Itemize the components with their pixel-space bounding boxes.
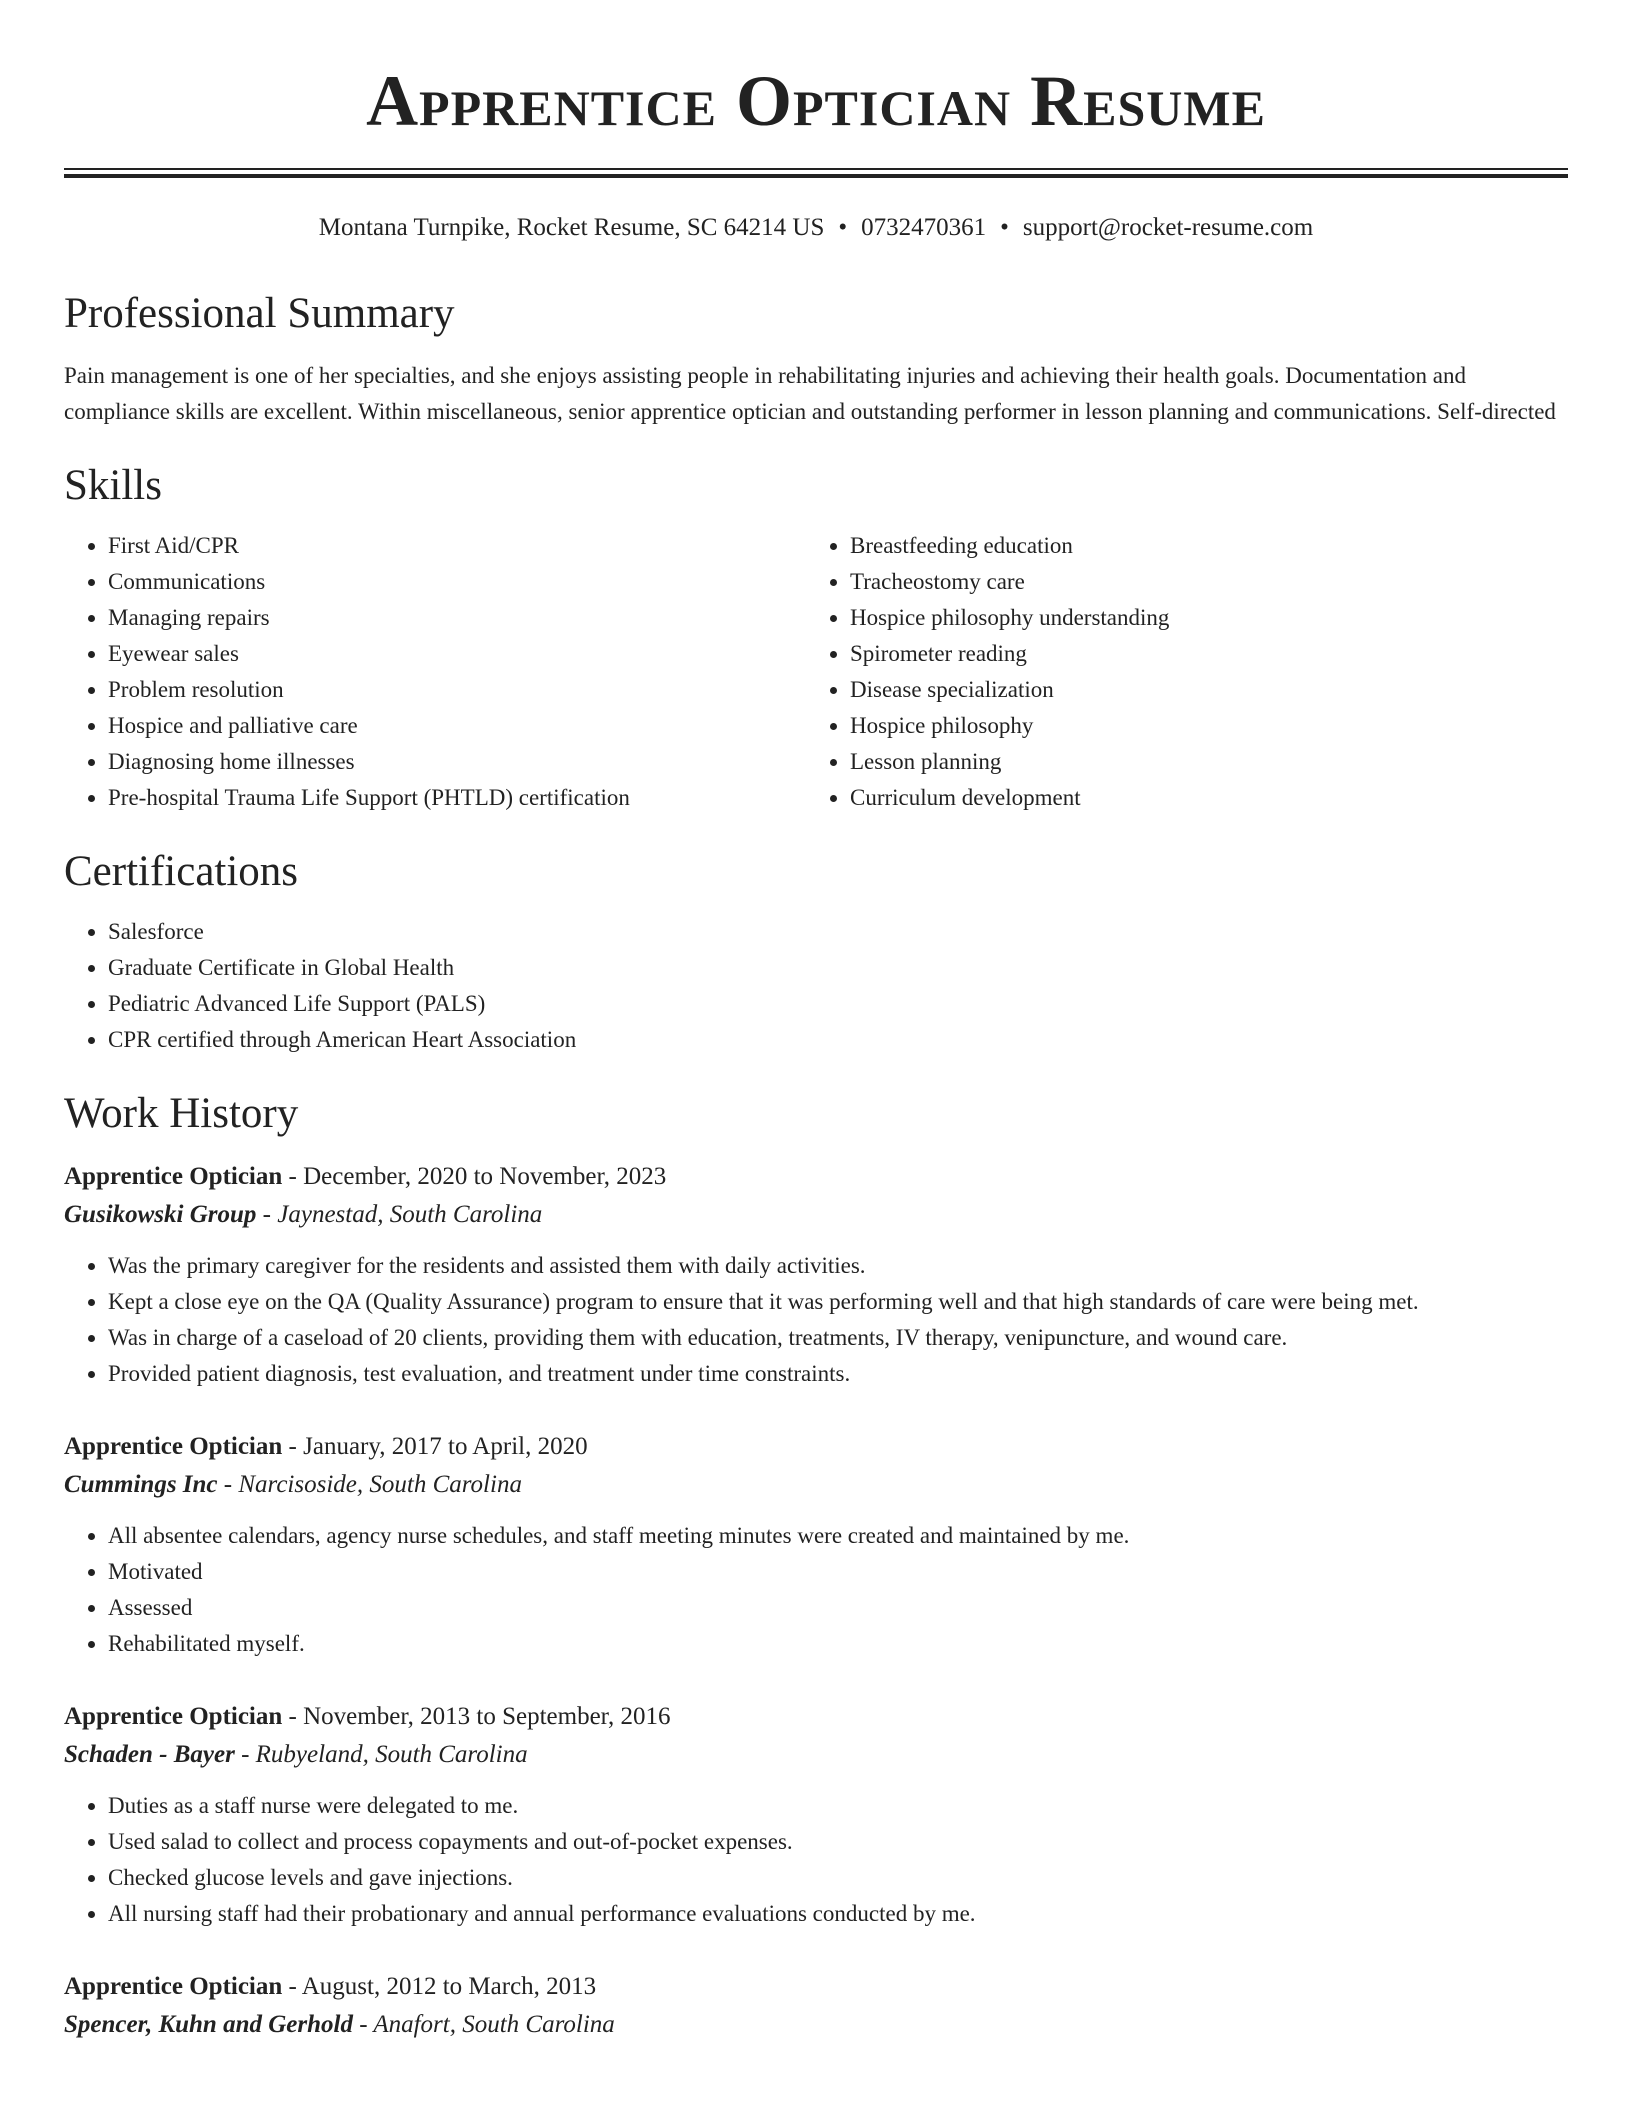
job-bullet: • Was the primary caregiver for the residents and assisted them with daily activities.	[108, 1248, 1568, 1284]
certification-item: • Graduate Certificate in Global Health	[108, 950, 1568, 986]
contact-separator: •	[1000, 214, 1009, 241]
job-title: Apprentice Optician	[64, 1703, 283, 1730]
job-company: Cummings Inc	[64, 1471, 218, 1498]
skills-grid	[64, 528, 1568, 816]
job-bullet: • Rehabilitated myself.	[108, 1626, 1568, 1662]
job-company-line	[64, 1736, 1568, 1774]
job-bullet: • All nursing staff had their probationary and annual performance evaluations conducted by me.	[108, 1896, 1568, 1932]
job-bullets	[64, 1518, 1568, 1662]
skill-item: • Communications	[108, 564, 806, 600]
job-dates: - August, 2012 to March, 2013	[282, 1973, 597, 2000]
job-entry	[64, 1158, 1568, 1392]
job-company-line	[64, 1466, 1568, 1504]
certification-item: • CPR certified through American Heart Association	[108, 1022, 1568, 1058]
job-dates: - January, 2017 to April, 2020	[282, 1433, 588, 1460]
section-heading-work-history: Work History	[64, 1090, 299, 1137]
job-location: - Anafort, South Carolina	[352, 2011, 615, 2038]
skill-item: • Spirometer reading	[850, 636, 1548, 672]
skill-item: • Eyewear sales	[108, 636, 806, 672]
skill-item: • Pre-hospital Trauma Life Support (PHTLD) certification	[108, 780, 806, 816]
job-company-line	[64, 2006, 1568, 2044]
job-company-line	[64, 1196, 1568, 1234]
contact-line	[64, 212, 1568, 244]
summary-text: Pain management is one of her specialties, and she enjoys assisting people in rehabilitating injuries and achieving their health goals. Documentation and compliance skills are excellent. Within miscellaneous, senior apprentice optician and outstanding performer in lesson planning and communications. Self-directed	[64, 363, 1556, 424]
title-divider	[64, 168, 1568, 178]
job-entry	[64, 1428, 1568, 1662]
job-location: - Narcisoside, South Carolina	[217, 1471, 522, 1498]
contact-email: support@rocket-resume.com	[1022, 214, 1314, 241]
skill-item: • Curriculum development	[850, 780, 1548, 816]
section-heading-skills: Skills	[64, 462, 162, 509]
job-company: Schaden - Bayer	[64, 1741, 235, 1768]
skills-column-left	[64, 528, 806, 816]
skill-item: • Lesson planning	[850, 744, 1548, 780]
skill-item: • Tracheostomy care	[850, 564, 1548, 600]
certifications-list	[64, 914, 1568, 1058]
job-entry	[64, 1698, 1568, 1932]
work-history-section	[64, 1088, 1568, 2044]
skill-item: • Managing repairs	[108, 600, 806, 636]
job-bullet: • Provided patient diagnosis, test evaluation, and treatment under time constraints.	[108, 1356, 1568, 1392]
skill-item: • First Aid/CPR	[108, 528, 806, 564]
job-title-line	[64, 1428, 1568, 1466]
section-heading-certifications: Certifications	[64, 848, 299, 895]
skill-item: • Breastfeeding education	[850, 528, 1548, 564]
job-company: Gusikowski Group	[64, 1201, 257, 1228]
job-entry	[64, 1968, 1568, 2044]
job-bullets	[64, 1248, 1568, 1392]
section-heading-summary: Professional Summary	[64, 290, 455, 337]
job-bullet: • Used salad to collect and process copayments and out-of-pocket expenses.	[108, 1824, 1568, 1860]
skills-list-left	[64, 528, 806, 816]
skills-list-right	[806, 528, 1548, 816]
job-title-line	[64, 1968, 1568, 2006]
job-title: Apprentice Optician	[64, 1163, 283, 1190]
skill-item: • Diagnosing home illnesses	[108, 744, 806, 780]
job-bullet: • All absentee calendars, agency nurse schedules, and staff meeting minutes were created and maintained by me.	[108, 1518, 1568, 1554]
skills-section	[64, 460, 1568, 816]
job-title: Apprentice Optician	[64, 1973, 283, 2000]
job-bullet: • Duties as a staff nurse were delegated to me.	[108, 1788, 1568, 1824]
job-dates: - November, 2013 to September, 2016	[282, 1703, 671, 1730]
job-bullet: • Assessed	[108, 1590, 1568, 1626]
job-title: Apprentice Optician	[64, 1433, 283, 1460]
job-bullets	[64, 1788, 1568, 1932]
job-bullet: • Kept a close eye on the QA (Quality Assurance) program to ensure that it was performing well and that high standards of care were being met.	[108, 1284, 1568, 1320]
skill-item: • Disease specialization	[850, 672, 1548, 708]
certification-item: • Salesforce	[108, 914, 1568, 950]
skill-item: • Hospice and palliative care	[108, 708, 806, 744]
skills-column-right	[806, 528, 1548, 816]
skill-item: • Hospice philosophy	[850, 708, 1548, 744]
job-location: - Jaynestad, South Carolina	[256, 1201, 543, 1228]
job-bullet: • Checked glucose levels and gave injections.	[108, 1860, 1568, 1896]
job-title-line	[64, 1158, 1568, 1196]
job-bullet: • Was in charge of a caseload of 20 clients, providing them with education, treatments, IV therapy, venipuncture, and wound care.	[108, 1320, 1568, 1356]
job-title-line	[64, 1698, 1568, 1736]
resume-title: Apprentice Optician Resume	[366, 61, 1266, 141]
contact-address: Montana Turnpike, Rocket Resume, SC 64214 US	[318, 214, 825, 241]
job-bullet: • Motivated	[108, 1554, 1568, 1590]
contact-separator: •	[838, 214, 848, 241]
certification-item: • Pediatric Advanced Life Support (PALS)	[108, 986, 1568, 1022]
professional-summary-section	[64, 288, 1568, 430]
job-location: - Rubyeland, South Carolina	[234, 1741, 528, 1768]
skill-item: • Hospice philosophy understanding	[850, 600, 1548, 636]
job-dates: - December, 2020 to November, 2023	[282, 1163, 667, 1190]
certifications-section	[64, 846, 1568, 1058]
skill-item: • Problem resolution	[108, 672, 806, 708]
job-company: Spencer, Kuhn and Gerhold	[64, 2011, 353, 2038]
contact-phone: 0732470361	[861, 214, 987, 241]
